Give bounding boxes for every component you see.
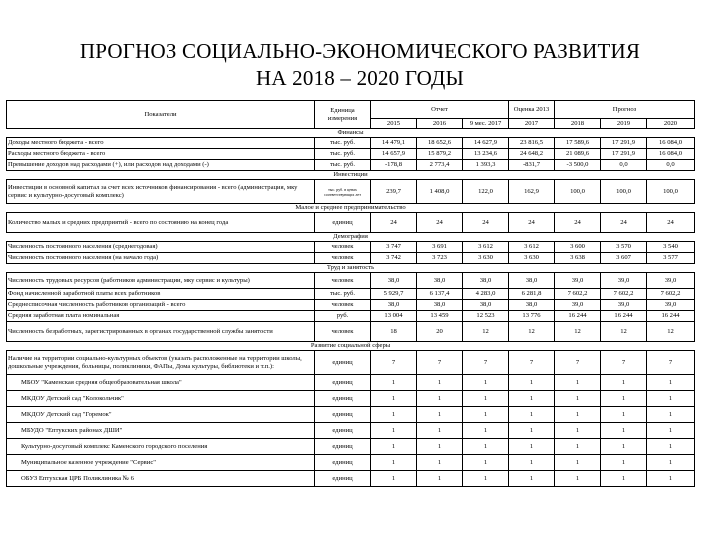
- value-cell: 24: [555, 213, 601, 233]
- value-cell: 1: [601, 407, 647, 423]
- section-row: [7, 342, 695, 351]
- value-cell: 1: [647, 471, 695, 487]
- indicator-cell: Превышение доходов над расходами (+), или расходов над доходами (-): [7, 160, 315, 171]
- value-cell: 239,7: [371, 180, 417, 204]
- value-cell: 7: [417, 351, 463, 375]
- value-cell: 38,0: [371, 300, 417, 311]
- indicator-cell: МКДОУ Детский сад "Колокольчик": [7, 391, 315, 407]
- value-cell: 3 607: [601, 253, 647, 264]
- value-cell: 12: [647, 322, 695, 342]
- forecast-table-wrap: [6, 100, 694, 487]
- value-cell: 1: [463, 439, 509, 455]
- value-cell: 39,0: [555, 300, 601, 311]
- indicator-cell: Доходы местного бюджета - всего: [7, 138, 315, 149]
- value-cell: 1: [463, 375, 509, 391]
- value-cell: 3 612: [509, 242, 555, 253]
- value-cell: 1: [371, 391, 417, 407]
- table-row: [7, 160, 695, 171]
- table-row: [7, 242, 695, 253]
- table-row: [7, 138, 695, 149]
- indicator-cell: Численность постоянного населения (среднегодовая): [7, 242, 315, 253]
- value-cell: 13 459: [417, 311, 463, 322]
- value-cell: 7 602,2: [647, 289, 695, 300]
- header-year: 9 мес. 2017: [463, 119, 509, 129]
- value-cell: 3 577: [647, 253, 695, 264]
- title-line-2: НА 2018 – 2020 ГОДЫ: [255, 66, 464, 90]
- value-cell: 1: [555, 391, 601, 407]
- value-cell: 13 776: [509, 311, 555, 322]
- value-cell: 4 283,0: [463, 289, 509, 300]
- value-cell: 14 627,9: [463, 138, 509, 149]
- value-cell: 3 747: [371, 242, 417, 253]
- value-cell: 38,0: [509, 300, 555, 311]
- unit-cell: человек: [315, 273, 371, 289]
- value-cell: -178,8: [371, 160, 417, 171]
- unit-cell: единиц: [315, 439, 371, 455]
- header-year: 2020: [647, 119, 695, 129]
- value-cell: 12: [509, 322, 555, 342]
- value-cell: 13 234,6: [463, 149, 509, 160]
- value-cell: 14 479,1: [371, 138, 417, 149]
- indicator-cell: Количество малых и средних предприятий - всего по состоянию на конец года: [7, 213, 315, 233]
- value-cell: 100,0: [555, 180, 601, 204]
- value-cell: 21 089,6: [555, 149, 601, 160]
- value-cell: 3 691: [417, 242, 463, 253]
- value-cell: 1: [371, 455, 417, 471]
- value-cell: 1: [647, 423, 695, 439]
- value-cell: 1: [601, 391, 647, 407]
- value-cell: 14 657,9: [371, 149, 417, 160]
- value-cell: 16 084,0: [647, 149, 695, 160]
- value-cell: 20: [417, 322, 463, 342]
- header-row-1: [7, 101, 695, 119]
- header-year: 2018: [555, 119, 601, 129]
- value-cell: 15 879,2: [417, 149, 463, 160]
- value-cell: 1: [509, 391, 555, 407]
- table-row: [7, 311, 695, 322]
- value-cell: 17 291,9: [601, 149, 647, 160]
- unit-cell: тыс. руб. в ценах соответствующих лет: [315, 180, 371, 204]
- header-year: 2017: [509, 119, 555, 129]
- value-cell: 39,0: [601, 300, 647, 311]
- value-cell: 16 084,0: [647, 138, 695, 149]
- unit-cell: тыс. руб.: [315, 138, 371, 149]
- value-cell: 3 540: [647, 242, 695, 253]
- value-cell: 23 816,5: [509, 138, 555, 149]
- section-row: [7, 204, 695, 213]
- header-forecast: Прогноз: [555, 101, 695, 119]
- value-cell: 0,0: [647, 160, 695, 171]
- indicator-cell: Культурно-досуговый комплекс Каменского городского поселения: [7, 439, 315, 455]
- indicator-cell: Среднесписочная численность работников организаций - всего: [7, 300, 315, 311]
- unit-cell: единиц: [315, 423, 371, 439]
- unit-cell: тыс. руб.: [315, 289, 371, 300]
- value-cell: 1: [555, 375, 601, 391]
- value-cell: 7: [509, 351, 555, 375]
- value-cell: 1: [647, 455, 695, 471]
- value-cell: 1: [463, 471, 509, 487]
- indicator-cell: МКДОУ Детский сад "Горемок": [7, 407, 315, 423]
- table-row: [7, 351, 695, 375]
- value-cell: 1: [463, 455, 509, 471]
- value-cell: 39,0: [555, 273, 601, 289]
- value-cell: 17 291,9: [601, 138, 647, 149]
- value-cell: 1: [647, 407, 695, 423]
- unit-cell: человек: [315, 300, 371, 311]
- value-cell: 1 393,3: [463, 160, 509, 171]
- value-cell: 3 742: [371, 253, 417, 264]
- value-cell: 38,0: [463, 273, 509, 289]
- value-cell: 1: [601, 455, 647, 471]
- value-cell: 1: [509, 407, 555, 423]
- value-cell: 7 602,2: [555, 289, 601, 300]
- value-cell: 18: [371, 322, 417, 342]
- header-year: 2019: [601, 119, 647, 129]
- indicator-cell: ОБУЗ Ептухская ЦРБ Поликлиника № 6: [7, 471, 315, 487]
- value-cell: 3 600: [555, 242, 601, 253]
- value-cell: 1: [509, 375, 555, 391]
- value-cell: 1: [601, 423, 647, 439]
- value-cell: 7: [555, 351, 601, 375]
- value-cell: 1: [463, 423, 509, 439]
- table-row: [7, 439, 695, 455]
- header-indicator: Показатели: [7, 101, 315, 129]
- value-cell: 39,0: [647, 300, 695, 311]
- indicator-cell: Инвестиции в основной капитал за счет всех источников финансирования - всего (администрация, мку сервис и культурно-досуговый комплекс): [7, 180, 315, 204]
- page-title: [0, 38, 720, 92]
- value-cell: 3 612: [463, 242, 509, 253]
- value-cell: 5 929,7: [371, 289, 417, 300]
- value-cell: 1: [417, 423, 463, 439]
- value-cell: 24: [509, 213, 555, 233]
- value-cell: 13 004: [371, 311, 417, 322]
- value-cell: 38,0: [509, 273, 555, 289]
- value-cell: -3 500,0: [555, 160, 601, 171]
- value-cell: 1: [417, 455, 463, 471]
- value-cell: 12: [601, 322, 647, 342]
- value-cell: 18 652,6: [417, 138, 463, 149]
- unit-cell: единиц: [315, 455, 371, 471]
- unit-cell: человек: [315, 322, 371, 342]
- value-cell: 7: [647, 351, 695, 375]
- indicator-cell: Средняя заработная плата номинальная: [7, 311, 315, 322]
- unit-cell: единиц: [315, 471, 371, 487]
- unit-cell: человек: [315, 253, 371, 264]
- table-row: [7, 149, 695, 160]
- value-cell: 1: [509, 423, 555, 439]
- value-cell: 1: [417, 391, 463, 407]
- value-cell: 1: [417, 471, 463, 487]
- value-cell: 3 638: [555, 253, 601, 264]
- value-cell: 100,0: [647, 180, 695, 204]
- value-cell: 38,0: [463, 300, 509, 311]
- value-cell: 1: [601, 375, 647, 391]
- table-row: [7, 375, 695, 391]
- table-row: [7, 407, 695, 423]
- value-cell: 12: [555, 322, 601, 342]
- table-row: [7, 423, 695, 439]
- value-cell: 3 570: [601, 242, 647, 253]
- table-row: [7, 322, 695, 342]
- value-cell: 7 602,2: [601, 289, 647, 300]
- section-title: Малое и среднее предпринимательство: [7, 204, 695, 213]
- value-cell: 16 244: [601, 311, 647, 322]
- value-cell: 1: [509, 439, 555, 455]
- value-cell: 1: [371, 439, 417, 455]
- unit-cell: человек: [315, 242, 371, 253]
- value-cell: 1: [555, 439, 601, 455]
- value-cell: 1: [647, 375, 695, 391]
- value-cell: 7: [601, 351, 647, 375]
- value-cell: 2 773,4: [417, 160, 463, 171]
- indicator-cell: Расходы местного бюджета - всего: [7, 149, 315, 160]
- unit-cell: тыс. руб.: [315, 149, 371, 160]
- value-cell: 1 408,0: [417, 180, 463, 204]
- value-cell: 122,0: [463, 180, 509, 204]
- value-cell: 1: [509, 471, 555, 487]
- value-cell: 12 523: [463, 311, 509, 322]
- table-row: [7, 455, 695, 471]
- table-row: [7, 213, 695, 233]
- value-cell: 1: [417, 439, 463, 455]
- value-cell: 1: [417, 407, 463, 423]
- table-row: [7, 391, 695, 407]
- value-cell: 1: [371, 423, 417, 439]
- value-cell: 24: [601, 213, 647, 233]
- value-cell: 100,0: [601, 180, 647, 204]
- value-cell: 1: [555, 455, 601, 471]
- indicator-cell: МБУДО "Ептукских районах ДШИ": [7, 423, 315, 439]
- header-report: Отчет: [371, 101, 509, 119]
- value-cell: 1: [601, 439, 647, 455]
- value-cell: 7: [463, 351, 509, 375]
- value-cell: 1: [371, 375, 417, 391]
- table-row: [7, 273, 695, 289]
- unit-cell: единиц: [315, 391, 371, 407]
- header-unit: Единица измерения: [315, 101, 371, 129]
- table-row: [7, 300, 695, 311]
- value-cell: 1: [371, 407, 417, 423]
- value-cell: 17 589,6: [555, 138, 601, 149]
- header-estimate: Оценка 2013: [509, 101, 555, 119]
- section-row: [7, 264, 695, 273]
- value-cell: 1: [555, 423, 601, 439]
- value-cell: 24: [371, 213, 417, 233]
- indicator-cell: МБОУ "Каменская средняя общеобразовательная школа": [7, 375, 315, 391]
- value-cell: 3 723: [417, 253, 463, 264]
- header-year: 2016: [417, 119, 463, 129]
- unit-cell: руб.: [315, 311, 371, 322]
- value-cell: 1: [601, 471, 647, 487]
- indicator-cell: Фонд начисленной заработной платы всех работников: [7, 289, 315, 300]
- section-row: [7, 129, 695, 138]
- section-row: [7, 233, 695, 242]
- header-year: 2015: [371, 119, 417, 129]
- indicator-cell: Численность безработных, зарегистрированных в органах государственной службы занятости: [7, 322, 315, 342]
- unit-cell: единиц: [315, 213, 371, 233]
- indicator-cell: Наличие на территории социально-культурных объектов (указать расположенные на территории школы, дошкольные учреждения, больницы, поликлиники, ФАПы, Дома культуры, библиотеки и т.п.):: [7, 351, 315, 375]
- value-cell: 1: [463, 391, 509, 407]
- section-title: Демография: [7, 233, 695, 242]
- value-cell: -831,7: [509, 160, 555, 171]
- title-line-1: ПРОГНОЗ СОЦИАЛЬНО-ЭКОНОМИЧЕСКОГО РАЗВИТИЯ: [79, 39, 641, 63]
- unit-cell: единиц: [315, 375, 371, 391]
- indicator-cell: Численность постоянного населения (на начало года): [7, 253, 315, 264]
- forecast-table: [6, 100, 695, 487]
- table-row: [7, 471, 695, 487]
- value-cell: 24 648,2: [509, 149, 555, 160]
- value-cell: 162,9: [509, 180, 555, 204]
- value-cell: 1: [555, 471, 601, 487]
- value-cell: 1: [555, 407, 601, 423]
- section-title: Труд и занятость: [7, 264, 695, 273]
- value-cell: 3 630: [463, 253, 509, 264]
- table-row: [7, 180, 695, 204]
- unit-cell: единиц: [315, 351, 371, 375]
- section-title: Финансы: [7, 129, 695, 138]
- value-cell: 39,0: [601, 273, 647, 289]
- section-title: Инвестиции: [7, 171, 695, 180]
- value-cell: 7: [371, 351, 417, 375]
- value-cell: 38,0: [417, 300, 463, 311]
- section-row: [7, 171, 695, 180]
- value-cell: 6 137,4: [417, 289, 463, 300]
- value-cell: 24: [417, 213, 463, 233]
- value-cell: 24: [647, 213, 695, 233]
- table-row: [7, 289, 695, 300]
- unit-cell: тыс. руб.: [315, 160, 371, 171]
- indicator-cell: Численность трудовых ресурсов (работников администрации, мку сервис и культуры): [7, 273, 315, 289]
- unit-cell: единиц: [315, 407, 371, 423]
- value-cell: 1: [647, 439, 695, 455]
- indicator-cell: Муниципальное казенное учреждение "Сервис": [7, 455, 315, 471]
- value-cell: 1: [463, 407, 509, 423]
- table-body: [7, 129, 695, 487]
- value-cell: 12: [463, 322, 509, 342]
- value-cell: 1: [509, 455, 555, 471]
- value-cell: 38,0: [371, 273, 417, 289]
- value-cell: 3 630: [509, 253, 555, 264]
- value-cell: 39,0: [647, 273, 695, 289]
- table-row: [7, 253, 695, 264]
- value-cell: 38,0: [417, 273, 463, 289]
- value-cell: 1: [417, 375, 463, 391]
- value-cell: 1: [371, 471, 417, 487]
- section-title: Развитие социальной сферы: [7, 342, 695, 351]
- value-cell: 0,0: [601, 160, 647, 171]
- value-cell: 16 244: [647, 311, 695, 322]
- value-cell: 1: [647, 391, 695, 407]
- value-cell: 16 244: [555, 311, 601, 322]
- value-cell: 6 281,8: [509, 289, 555, 300]
- value-cell: 24: [463, 213, 509, 233]
